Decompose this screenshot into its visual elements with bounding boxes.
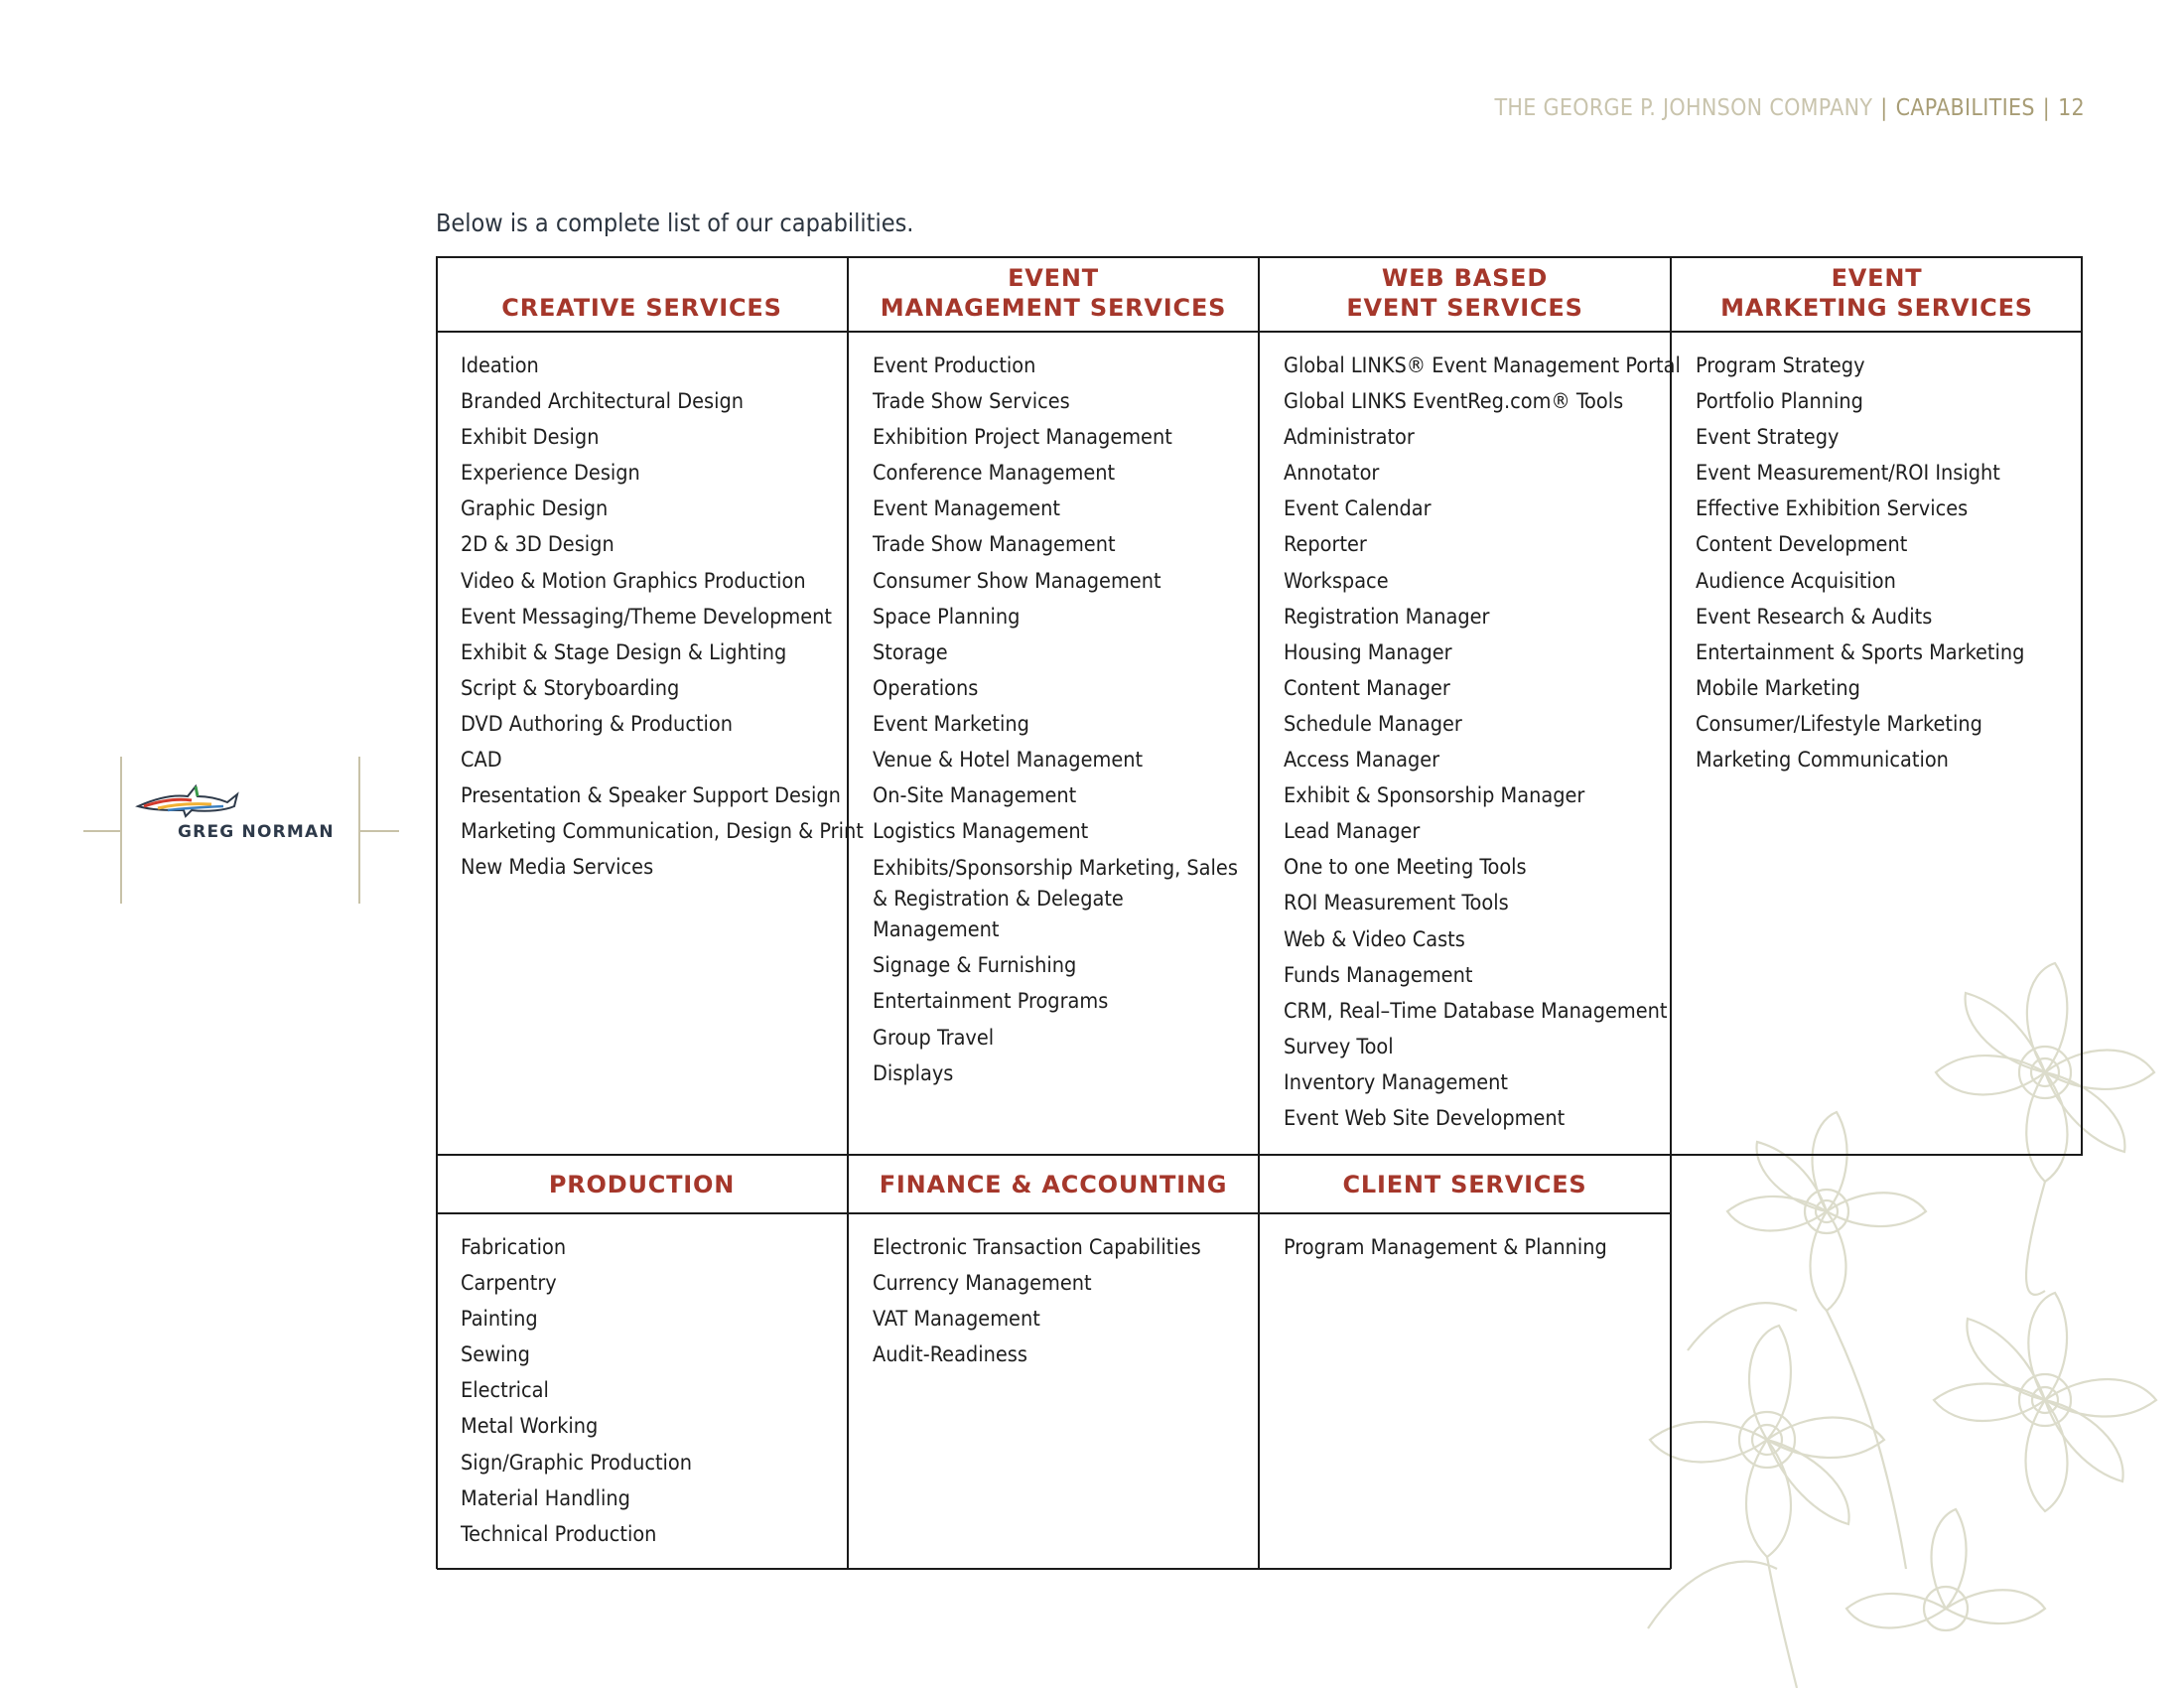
intro-text: Below is a complete list of our capabilities. [436,209,914,237]
list-item: Housing Manager [1284,639,1452,665]
list-item: Portfolio Planning [1696,389,1863,415]
list-item: Lead Manager [1284,819,1421,845]
list-item: Marketing Communication, Design & Print [461,819,864,845]
list-item: Marketing Communication [1696,748,1949,774]
list-item: 2D & 3D Design [461,532,614,558]
list-item: Inventory Management [1284,1069,1508,1095]
list-item: CAD [461,748,502,774]
list-item: Event Web Site Development [1284,1105,1566,1131]
list-item: Displays [873,1060,954,1086]
list-item: Logistics Management [873,819,1089,845]
header-separator: | [1880,95,1888,121]
list-item: Event Messaging/Theme Development [461,604,832,630]
list-item: DVD Authoring & Production [461,711,733,737]
list-item: Metal Working [461,1414,599,1440]
list-item: Global LINKS EventReg.com® Tools [1284,389,1624,415]
event-management-services-heading: EVENT MANAGEMENT SERVICES [880,264,1227,322]
list-item: Operations [873,675,979,701]
list-item: VAT Management [873,1307,1040,1333]
list-item: Consumer/Lifestyle Marketing [1696,711,1982,737]
list-item: Entertainment & Sports Marketing [1696,639,2025,665]
list-item: Annotator [1284,461,1380,487]
list-item: Event Measurement/ROI Insight [1696,461,2000,487]
list-item: Funds Management [1284,962,1473,988]
list-item: Event Calendar [1284,496,1432,522]
list-item: Trade Show Management [873,532,1116,558]
list-item: Exhibits/Sponsorship Marketing, Sales & Registration & Delegate Management [873,856,1238,943]
logo-text: GREG NORMAN [178,822,335,842]
event-management-services-list [848,349,1259,1092]
list-item: Ideation [461,353,539,378]
list-item: Space Planning [873,604,1021,630]
list-item: Reporter [1284,532,1367,558]
page-number: 12 [2058,95,2085,121]
section-name: CAPABILITIES [1895,95,2035,121]
list-item: Workspace [1284,568,1389,594]
header-separator-2: | [2042,95,2051,121]
finance-accounting-list [848,1230,1259,1373]
event-marketing-services-list [1671,349,2083,778]
list-item: Sewing [461,1342,530,1368]
list-item: Video & Motion Graphics Production [461,568,806,594]
list-item: Registration Manager [1284,604,1490,630]
list-item: Storage [873,639,948,665]
list-item: Entertainment Programs [873,989,1109,1015]
list-item: Event Production [873,353,1036,378]
list-item: Electronic Transaction Capabilities [873,1235,1201,1260]
list-item: Global LINKS® Event Management Portal [1284,353,1681,378]
greg-norman-logo [83,757,399,906]
capabilities-grid [436,256,2083,1570]
list-item: Sign/Graphic Production [461,1450,693,1476]
list-item: Electrical [461,1378,549,1404]
list-item: Exhibition Project Management [873,425,1172,451]
list-item: Event Marketing [873,711,1029,737]
list-item: Web & Video Casts [1284,926,1465,952]
list-item: Program Management & Planning [1284,1235,1607,1260]
list-item: Mobile Marketing [1696,675,1860,701]
web-based-event-services-heading: WEB BASED EVENT SERVICES [1346,264,1583,322]
event-marketing-services-heading: EVENT MARKETING SERVICES [1720,264,2033,322]
list-item: Consumer Show Management [873,568,1161,594]
list-item: ROI Measurement Tools [1284,891,1509,916]
web-based-event-services-list [1259,349,1681,1137]
list-item: Event Strategy [1696,425,1840,451]
list-item: Carpentry [461,1271,557,1297]
list-item: Conference Management [873,461,1116,487]
list-item: Branded Architectural Design [461,389,744,415]
list-item: Fabrication [461,1235,567,1260]
list-item: Painting [461,1307,538,1333]
list-item: Signage & Furnishing [873,953,1077,979]
list-item: Audit-Readiness [873,1342,1027,1368]
list-item: Program Strategy [1696,353,1865,378]
client-services-list [1259,1230,1671,1266]
finance-accounting-heading: FINANCE & ACCOUNTING [879,1170,1228,1198]
list-item: On-Site Management [873,783,1077,809]
list-item: Venue & Hotel Management [873,748,1144,774]
creative-services-list [436,349,864,886]
company-name: THE GEORGE P. JOHNSON COMPANY [1494,95,1873,121]
list-item: Effective Exhibition Services [1696,496,1969,522]
production-list [436,1230,848,1553]
list-item: Audience Acquisition [1696,568,1896,594]
shark-icon [138,786,237,816]
list-item: Experience Design [461,461,640,487]
list-item: New Media Services [461,855,654,881]
list-item: Survey Tool [1284,1034,1394,1059]
list-item: Content Development [1696,532,1908,558]
list-item: Graphic Design [461,496,609,522]
list-item: Currency Management [873,1271,1092,1297]
list-item: Exhibit & Sponsorship Manager [1284,783,1585,809]
list-item: Group Travel [873,1025,995,1051]
list-item: CRM, Real–Time Database Management [1284,998,1668,1024]
list-item: Content Manager [1284,675,1450,701]
list-item: Event Research & Audits [1696,604,1933,630]
list-item: Presentation & Speaker Support Design [461,783,841,809]
list-item: Administrator [1284,425,1415,451]
running-header [1495,95,2086,121]
list-item: Trade Show Services [873,389,1070,415]
list-item: One to one Meeting Tools [1284,855,1527,881]
list-item: Exhibit Design [461,425,600,451]
list-item: Schedule Manager [1284,711,1462,737]
list-item: Material Handling [461,1485,630,1511]
list-item: Script & Storyboarding [461,675,680,701]
list-item: Technical Production [461,1521,657,1547]
list-item: Exhibit & Stage Design & Lighting [461,639,787,665]
list-item: Access Manager [1284,748,1440,774]
creative-services-heading: CREATIVE SERVICES [501,294,782,322]
list-item: Event Management [873,496,1060,522]
client-services-heading: CLIENT SERVICES [1342,1170,1587,1198]
production-heading: PRODUCTION [548,1170,736,1198]
